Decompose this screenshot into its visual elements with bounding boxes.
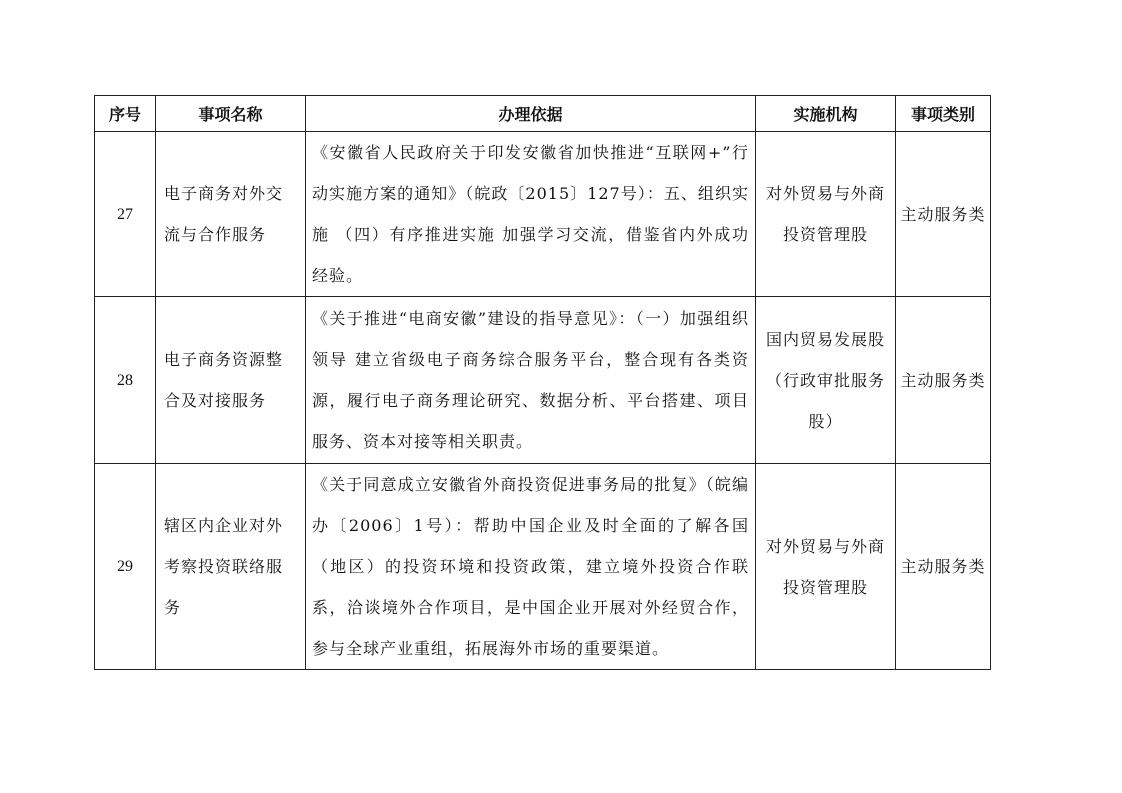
- header-basis: 办理依据: [306, 96, 756, 132]
- item-name: 电子商务资源整合及对接服务: [156, 297, 306, 464]
- header-no: 序号: [95, 96, 156, 132]
- table-header-row: [95, 96, 991, 132]
- item-organization: 对外贸易与外商投资管理股: [756, 464, 896, 670]
- item-category: 主动服务类: [896, 297, 991, 464]
- header-item-name: 事项名称: [156, 96, 306, 132]
- item-basis: 《关于同意成立安徽省外商投资促进事务局的批复》（皖编办〔2006〕1号）：帮助中国企业及时全面的了解各国（地区）的投资环境和投资政策，建立境外投资合作联系，洽谈境外合作项目，是中国企业开展对外经贸合作，参与全球产业重组，拓展海外市场的重要渠道。: [306, 464, 756, 670]
- item-basis: 《安徽省人民政府关于印发安徽省加快推进“互联网+”行动实施方案的通知》（皖政〔2015〕127号）：五、组织实施 （四）有序推进实施 加强学习交流，借鉴省内外成功经验。: [306, 132, 756, 297]
- table-row: [95, 297, 991, 464]
- row-number: 27: [95, 132, 156, 297]
- table-row: [95, 132, 991, 297]
- service-items-table: [94, 95, 991, 670]
- item-category: 主动服务类: [896, 464, 991, 670]
- row-number: 29: [95, 464, 156, 670]
- table-row: [95, 464, 991, 670]
- header-category: 事项类别: [896, 96, 991, 132]
- item-basis: 《关于推进“电商安徽”建设的指导意见》：（一）加强组织领导 建立省级电子商务综合服务平台，整合现有各类资源，履行电子商务理论研究、数据分析、平台搭建、项目服务、资本对接等相关职责。: [306, 297, 756, 464]
- row-number: 28: [95, 297, 156, 464]
- item-category: 主动服务类: [896, 132, 991, 297]
- item-organization: 对外贸易与外商投资管理股: [756, 132, 896, 297]
- item-name: 辖区内企业对外考察投资联络服务: [156, 464, 306, 670]
- item-name: 电子商务对外交流与合作服务: [156, 132, 306, 297]
- item-organization: 国内贸易发展股（行政审批服务股）: [756, 297, 896, 464]
- header-organization: 实施机构: [756, 96, 896, 132]
